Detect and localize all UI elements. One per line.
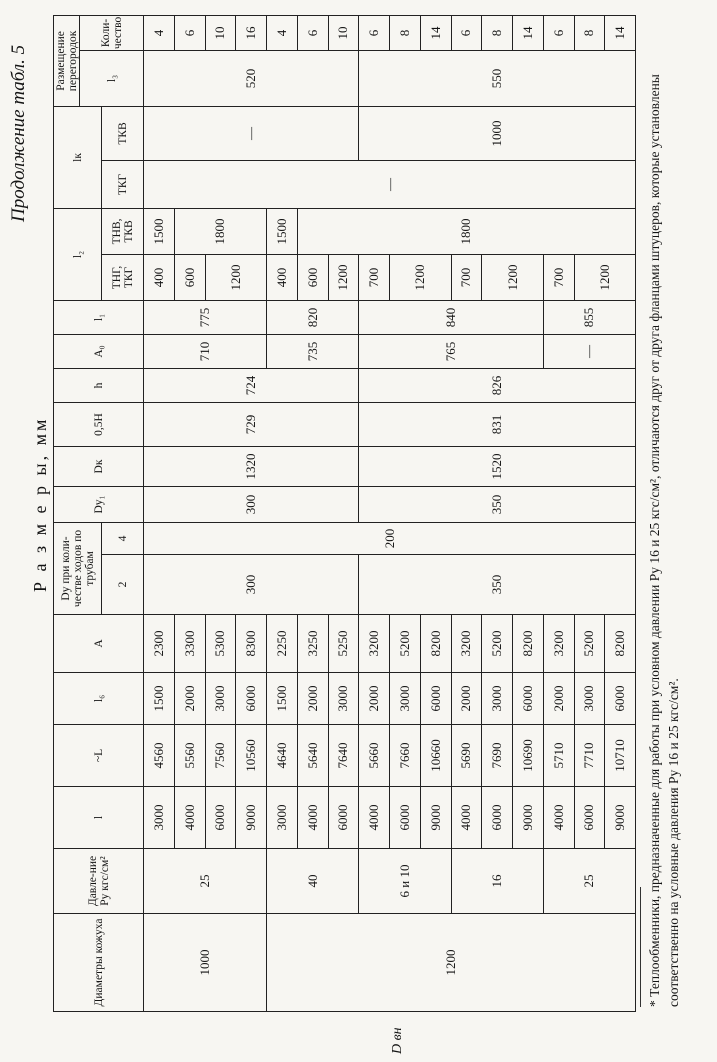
cell-qty: 14 [513, 15, 544, 50]
cell-pressure: 6 и 10 [359, 849, 451, 914]
header-A: A [54, 615, 144, 673]
cell-L: 7640 [328, 725, 359, 787]
header-dy: Dу при коли-честве ходов по трубам [54, 522, 102, 614]
cell-l: 6000 [390, 787, 421, 849]
cell-qty: 10 [328, 15, 359, 50]
cell-L: 7660 [390, 725, 421, 787]
cell-l6: 2000 [174, 673, 205, 725]
cell-halfH: 729 [144, 402, 359, 446]
cell-l1: 775 [144, 300, 267, 334]
cell-qty: 4 [267, 15, 298, 50]
table-row [144, 15, 175, 1011]
cell-qty: 16 [236, 15, 267, 50]
cell-L: 10660 [420, 725, 451, 787]
cell-L: 4560 [144, 725, 175, 787]
cell-l1: 820 [267, 300, 359, 334]
cell-l6: 6000 [420, 673, 451, 725]
cell-l6: 1500 [144, 673, 175, 725]
header-dy1: Dу₁ [54, 486, 144, 522]
cell-l: 4000 [543, 787, 574, 849]
side-label: D вн [390, 1027, 405, 1054]
cell-dk: 1320 [144, 446, 359, 486]
cell-A: 3300 [174, 615, 205, 673]
footnote-rule [640, 887, 641, 1007]
header-h: h [54, 368, 144, 402]
cell-l2-tnv: 1800 [297, 208, 635, 254]
cell-l2-tng: 1200 [328, 254, 359, 300]
cell-lk-tkv: 1000 [359, 106, 636, 160]
cell-l: 4000 [174, 787, 205, 849]
cell-L: 5560 [174, 725, 205, 787]
cell-A: 5250 [328, 615, 359, 673]
cell-l3: 550 [359, 50, 636, 106]
cell-l2-tng: 400 [144, 254, 175, 300]
page-title: Продолжение табл. 5 [8, 44, 29, 222]
cell-L: 10710 [605, 725, 636, 787]
header-halfH: 0,5H [54, 402, 144, 446]
header-l2-tnv: ТНВ, ТКВ [102, 208, 144, 254]
cell-pressure: 16 [451, 849, 543, 914]
cell-l6: 3000 [482, 673, 513, 725]
cell-l: 4000 [359, 787, 390, 849]
cell-A: 5200 [390, 615, 421, 673]
header-pressure: Давле-ние Pу кгс/см² [54, 849, 144, 914]
cell-l6: 6000 [605, 673, 636, 725]
cell-L: 5710 [543, 725, 574, 787]
cell-dy4: 200 [144, 522, 636, 554]
cell-qty: 10 [205, 15, 236, 50]
cell-qty: 8 [482, 15, 513, 50]
cell-l1: 855 [543, 300, 635, 334]
cell-l: 6000 [205, 787, 236, 849]
cell-h: 724 [144, 368, 359, 402]
cell-A: 2250 [267, 615, 298, 673]
table-subtitle: Р а з м е р ы, мм [30, 416, 50, 592]
header-a0: A₀ [54, 334, 144, 368]
cell-l: 9000 [420, 787, 451, 849]
cell-pressure: 40 [267, 849, 359, 914]
cell-A: 5200 [574, 615, 605, 673]
cell-L: 5660 [359, 725, 390, 787]
cell-l2-tng: 1200 [390, 254, 452, 300]
cell-l2-tng: 400 [267, 254, 298, 300]
cell-l6: 6000 [513, 673, 544, 725]
cell-l6: 3000 [390, 673, 421, 725]
cell-qty: 6 [359, 15, 390, 50]
cell-A: 3200 [543, 615, 574, 673]
cell-l2-tng: 1200 [574, 254, 636, 300]
cell-l1: 840 [359, 300, 544, 334]
cell-l: 4000 [297, 787, 328, 849]
cell-qty: 8 [390, 15, 421, 50]
cell-L: 7710 [574, 725, 605, 787]
cell-l6: 2000 [297, 673, 328, 725]
cell-l2-tnv: 1500 [144, 208, 175, 254]
header-diam: Диаметры кожуха [54, 914, 144, 1012]
cell-A: 5200 [482, 615, 513, 673]
cell-a0: 710 [144, 334, 267, 368]
cell-l: 9000 [236, 787, 267, 849]
cell-l: 6000 [482, 787, 513, 849]
cell-diam: 1200 [267, 914, 636, 1012]
cell-l6: 3000 [328, 673, 359, 725]
cell-L: 5640 [297, 725, 328, 787]
cell-l6: 2000 [359, 673, 390, 725]
cell-l6: 2000 [451, 673, 482, 725]
cell-a0: 735 [267, 334, 359, 368]
cell-qty: 8 [574, 15, 605, 50]
footnote: * Теплообменники, предназначенные для работы при условном давлении Pу 16 и 25 кгс/см², отличаются друг от друга фланцами штуцеров, которые установлены соответственно на условные давления Pу 16 и 25 кгс/см². [647, 74, 681, 1007]
cell-l2-tng: 1200 [482, 254, 544, 300]
cell-qty: 6 [174, 15, 205, 50]
cell-l6: 3000 [205, 673, 236, 725]
cell-l6: 2000 [543, 673, 574, 725]
header-dk: Dк [54, 446, 144, 486]
cell-lk-tkv: — [144, 106, 359, 160]
cell-dy2: 300 [144, 555, 359, 615]
cell-dk: 1520 [359, 446, 636, 486]
cell-a0: 765 [359, 334, 544, 368]
cell-A: 3200 [451, 615, 482, 673]
cell-l2-tng: 1200 [205, 254, 267, 300]
cell-L: 7690 [482, 725, 513, 787]
cell-l6: 3000 [574, 673, 605, 725]
cell-l2-tng: 700 [451, 254, 482, 300]
header-l3: l₃ [80, 50, 144, 106]
cell-l6: 1500 [267, 673, 298, 725]
cell-lk-tkg: — [144, 160, 636, 208]
cell-L: 5690 [451, 725, 482, 787]
header-L: ~L [54, 725, 144, 787]
cell-pressure: 25 [543, 849, 635, 914]
header-dy-4: 4 [102, 522, 144, 554]
cell-L: 7560 [205, 725, 236, 787]
cell-l: 9000 [605, 787, 636, 849]
cell-A: 8200 [605, 615, 636, 673]
cell-l2-tng: 600 [174, 254, 205, 300]
cell-dy1: 350 [359, 486, 636, 522]
cell-dy2: 350 [359, 555, 636, 615]
cell-pressure: 25 [144, 849, 267, 914]
header-lk-tkg: ТКГ [102, 160, 144, 208]
cell-l2-tng: 700 [359, 254, 390, 300]
cell-qty: 14 [605, 15, 636, 50]
dimensions-table [53, 15, 636, 1012]
header-l: l [54, 787, 144, 849]
cell-halfH: 831 [359, 402, 636, 446]
header-lk: lк [54, 106, 102, 208]
cell-L: 4640 [267, 725, 298, 787]
cell-A: 8300 [236, 615, 267, 673]
cell-diam: 1000 [144, 914, 267, 1012]
header-l2: l₂ [54, 208, 102, 300]
cell-qty: 4 [144, 15, 175, 50]
cell-h: 826 [359, 368, 636, 402]
cell-l2-tnv: 1800 [174, 208, 266, 254]
header-qty: Коли-чество [80, 15, 144, 50]
cell-A: 3200 [359, 615, 390, 673]
cell-l2-tnv: 1500 [267, 208, 298, 254]
cell-A: 2300 [144, 615, 175, 673]
cell-l: 9000 [513, 787, 544, 849]
header-l6: l₆ [54, 673, 144, 725]
cell-l3: 520 [144, 50, 359, 106]
cell-qty: 6 [543, 15, 574, 50]
cell-l6: 6000 [236, 673, 267, 725]
cell-l2-tng: 700 [543, 254, 574, 300]
cell-A: 8200 [420, 615, 451, 673]
cell-l: 3000 [267, 787, 298, 849]
cell-qty: 14 [420, 15, 451, 50]
header-placement: Размещение перегородок [54, 15, 80, 106]
cell-A: 8200 [513, 615, 544, 673]
cell-L: 10560 [236, 725, 267, 787]
cell-A: 5300 [205, 615, 236, 673]
cell-l: 4000 [451, 787, 482, 849]
cell-a0: — [543, 334, 635, 368]
header-l1: l₁ [54, 300, 144, 334]
cell-L: 10690 [513, 725, 544, 787]
cell-l: 6000 [328, 787, 359, 849]
cell-A: 3250 [297, 615, 328, 673]
header-lk-tkv: ТКВ [102, 106, 144, 160]
header-l2-tng: ТНГ, ТКГ [102, 254, 144, 300]
cell-dy1: 300 [144, 486, 359, 522]
cell-l2-tng: 600 [297, 254, 328, 300]
cell-l: 6000 [574, 787, 605, 849]
cell-qty: 6 [297, 15, 328, 50]
header-dy-2: 2 [102, 555, 144, 615]
cell-l: 3000 [144, 787, 175, 849]
cell-qty: 6 [451, 15, 482, 50]
